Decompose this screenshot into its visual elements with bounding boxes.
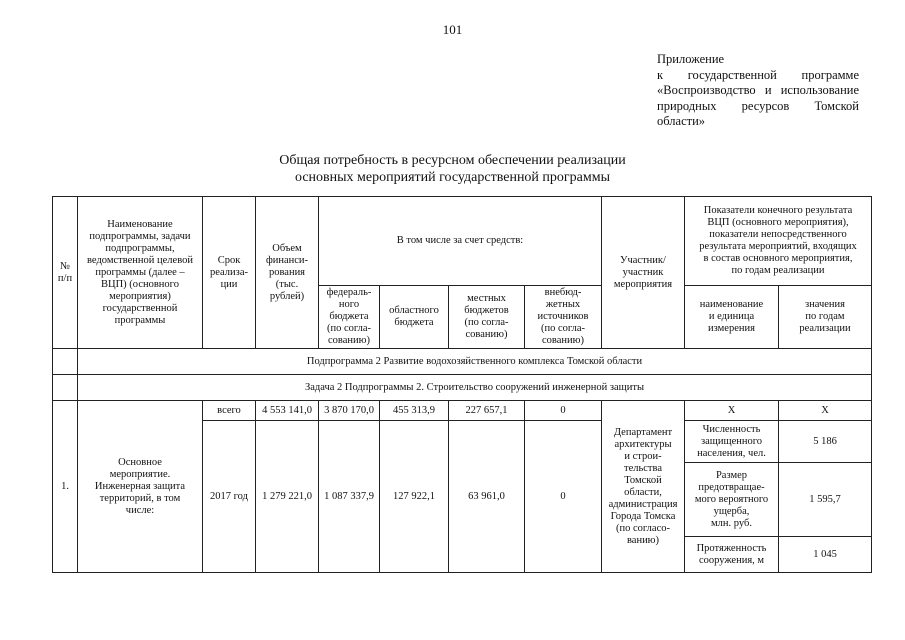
indicator-value: Х — [779, 401, 872, 421]
row-participant: Департамент архитектуры и строи- тельства Томской области, администрация Города Томска (по согласо- ванию) — [602, 401, 685, 573]
header-volume: Объем финанси- рования (тыс. рублей) — [256, 197, 319, 349]
term-total: всего — [203, 401, 256, 421]
header-term: Срок реализа- ции — [203, 197, 256, 349]
header-ind-name: наименование и единица измерения — [685, 286, 779, 349]
header-num: № п/п — [53, 197, 78, 349]
indicator-value: 5 186 — [779, 421, 872, 463]
row-name: Основное мероприятие. Инженерная защита территорий, в том числе: — [78, 401, 203, 573]
indicator-name: Протяженность сооружения, м — [685, 537, 779, 573]
header-offbudget: внебюд- жетных источников (по согла- сованию) — [525, 286, 602, 349]
appendix-line: к государственной программе — [657, 67, 859, 82]
table-cell — [53, 349, 78, 375]
title-line: основных мероприятий государственной программы — [294, 170, 610, 185]
offbudget-2017: 0 — [525, 421, 602, 573]
indicator-value: 1 045 — [779, 537, 872, 573]
header-including: В том числе за счет средств: — [319, 197, 602, 286]
federal-2017: 1 087 337,9 — [319, 421, 380, 573]
term-2017: 2017 год — [203, 421, 256, 573]
appendix-line: Приложение — [657, 52, 725, 66]
page-number: 101 — [442, 22, 463, 37]
row-num: 1. — [53, 401, 78, 573]
indicator-name: Х — [685, 401, 779, 421]
offbudget-total: 0 — [525, 401, 602, 421]
header-federal: федераль- ного бюджета (по согла- сованию) — [319, 286, 380, 349]
appendix-line: «Воспроизводство и использование — [657, 83, 859, 97]
indicator-name: Размер предотвращае- мого вероятного ущерба, млн. руб. — [685, 463, 779, 537]
task-row: Задача 2 Подпрограммы 2. Строительство сооружений инженерной защиты — [78, 375, 872, 401]
indicator-name: Численность защищенного населения, чел. — [685, 421, 779, 463]
subprogram-row: Подпрограмма 2 Развитие водохозяйственного комплекса Томской области — [78, 349, 872, 375]
appendix-line: области» — [657, 114, 706, 128]
appendix-line: природных ресурсов Томской — [657, 98, 859, 113]
header-ind-value: значения по годам реализации — [779, 286, 872, 349]
header-local: местных бюджетов (по согла- сованию) — [449, 286, 525, 349]
indicator-value: 1 595,7 — [779, 463, 872, 537]
regional-total: 455 313,9 — [380, 401, 449, 421]
federal-total: 3 870 170,0 — [319, 401, 380, 421]
volume-2017: 1 279 221,0 — [256, 421, 319, 573]
local-2017: 63 961,0 — [449, 421, 525, 573]
local-total: 227 657,1 — [449, 401, 525, 421]
header-participant: Участник/ участник мероприятия — [602, 197, 685, 349]
table-cell — [53, 375, 78, 401]
appendix-note — [657, 52, 859, 130]
document-title — [0, 152, 905, 186]
header-regional: областного бюджета — [380, 286, 449, 349]
regional-2017: 127 922,1 — [380, 421, 449, 573]
header-name: Наименование подпрограммы, задачи подпрограммы, ведомственной целевой программы (далее – ВЦП) (основного мероприятия) государственной программы — [78, 197, 203, 349]
resource-table — [52, 196, 872, 573]
volume-total: 4 553 141,0 — [256, 401, 319, 421]
title-line: Общая потребность в ресурсном обеспечении реализации — [279, 153, 626, 168]
header-indicators: Показатели конечного результата ВЦП (основного мероприятия), показатели непосредственного результата мероприятий, входящих в состав основного мероприятия, по годам реализации — [685, 197, 872, 286]
